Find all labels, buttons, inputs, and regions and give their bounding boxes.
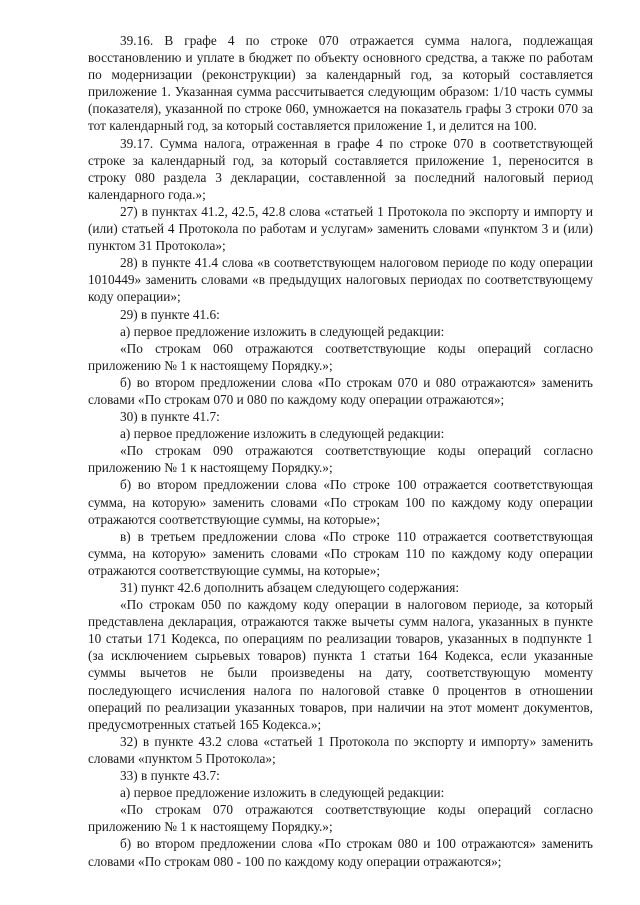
item-30: 30) в пункте 41.7: (120, 409, 220, 425)
item-30-c: в) в третьем предложении слова «По строке 110 отражается соответствующая сумма, на которую» заменить словами «По строкам 110 по каждому коду операции отражаются соответствующие суммы, на которые»; (88, 528, 593, 578)
item-29: 29) в пункте 41.6: (120, 306, 220, 322)
item-33-a-quote: «По строкам 070 отражаются соответствующие коды операций согласно приложению № 1 к настоящему Порядку.»; (88, 802, 593, 835)
item-30-a-quote: «По строкам 090 отражаются соответствующие коды операций согласно приложению № 1 к настоящему Порядку.»; (88, 443, 593, 476)
item-29-b: б) во втором предложении слова «По строкам 070 и 080 отражаются» заменить словами «По строкам 070 и 080 по каждому коду операции отражаются»; (88, 374, 593, 407)
item-27: 27) в пунктах 41.2, 42.5, 42.8 слова «статьей 1 Протокола по экспорту и импорту и (или) статьей 4 Протокола по работам и услугам» заменить словами «пунктом 3 и (или) пунктом 31 Протокола»; (88, 203, 593, 254)
item-33: 33) в пункте 43.7: (120, 768, 220, 784)
item-29-a-quote: «По строкам 060 отражаются соответствующие коды операций согласно приложению № 1 к настоящему Порядку.»; (88, 340, 593, 373)
item-30-b: б) во втором предложении слова «По строке 100 отражается соответствующая сумма, на которую» заменить словами «По строкам 100 по каждому коду операции отражаются соответствующие суммы, на которые»; (88, 477, 593, 527)
item-33-b: б) во втором предложении слова «По строкам 080 и 100 отражаются» заменить словами «По строкам 080 - 100 по каждому коду операции отражаются»; (88, 836, 593, 869)
item-33-a: а) первое предложение изложить в следующей редакции: (120, 785, 445, 801)
item-31: 31) пункт 42.6 дополнить абзацем следующего содержания: (120, 580, 460, 595)
item-28: 28) в пункте 41.4 слова «в соответствующем налоговом периоде по коду операции 1010449» заменить словами «в предыдущих налоговых периодах по соответствующему коду операции»; (88, 255, 593, 305)
item-29-a: а) первое предложение изложить в следующей редакции: (120, 323, 445, 339)
item-30-a: а) первое предложение изложить в следующей редакции: (120, 426, 445, 442)
paragraph-39-16: 39.16. В графе 4 по строке 070 отражается сумма налога, подлежащая восстановлению и уплате в бюджет по объекту основного средства, а также по работам по модернизации (реконструкции) за календарный год, за который составляется приложение 1. Указанная сумма рассчитывается следующим образом: 1/10 часть суммы (показателя), указанной по строке 060, умножается на показатель графы 3 строки 070 за тот календарный год, за который составляется приложение 1, и делится на 100. (88, 33, 593, 134)
document-page (88, 32, 593, 870)
paragraph-39-17: 39.17. Сумма налога, отраженная в графе 4 по строке 070 в соответствующей строке за календарный год, за который составляется приложение 1, переносится в строку 080 раздела 3 декларации, составленной за последний налоговый период календарного года.»; (88, 135, 593, 202)
item-31-quote: «По строкам 050 по каждому коду операции в налоговом периоде, за который представлена декларация, отражаются также вычеты сумм налога, указанных в пункте 10 статьи 171 Кодекса, по операциям по реализации товаров, указанных в подпункте 1 (за исключением сырьевых товаров) пункта 1 статьи 164 Кодекса, если указанные суммы вычетов не были произведены на дату, соответствующую моменту последующего исчисления налога по налоговой ставке 0 процентов в отношении операций по реализации указанных товаров, при наличии на этот момент документов, предусмотренных статьей 165 Кодекса.»; (88, 597, 593, 732)
item-32: 32) в пункте 43.2 слова «статьей 1 Протокола по экспорту и импорту» заменить словами «пунктом 5 Протокола»; (88, 733, 593, 766)
